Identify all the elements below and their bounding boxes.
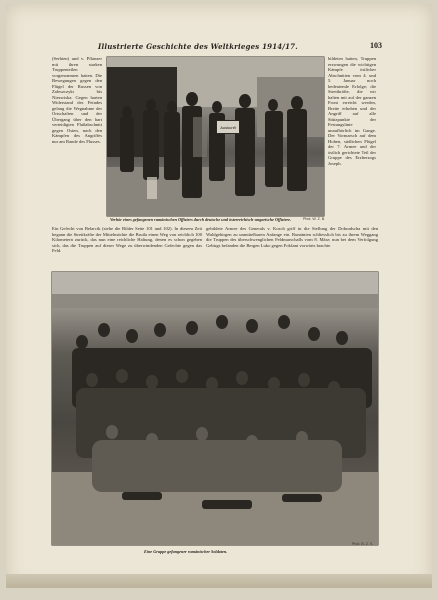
- photo-officer-interrogation-image: [107, 57, 324, 216]
- photo-officer-interrogation: [107, 57, 324, 216]
- photo-prisoner-group: [52, 272, 378, 545]
- book-page: [6, 4, 432, 588]
- photo-caption-bottom: Eine Gruppe gefangener rumänischer Soldaten.: [144, 549, 228, 554]
- photo-credit-bottom: Phot. B. Z. S.: [352, 542, 374, 546]
- text-block-bottom-left: Ein Gefecht von Belarcik (siehe die Bilder Seite 101 und 102). In diesem Zeit begann die Streitkräfte der Mittelmächte die Bruila einen Weg von reichlich 100 Kilometern zurück, das nun eine reichliche Haltung, denen es schon gegeben sich, das die Truppen auf dieser Wege zu überwindenden Gefechte gegen das Feld.: [52, 226, 202, 253]
- text-column-right: bildeten hatten, Truppen erzwungen die wichtigen Kämpfe östlicher Abschnitten vom 4. und 5. Januar noch bedeutende Erfolge; die Streitkräfte, die wir halten mit auf der ganzen Front erreicht werden, Breite erhoben und der Angriff auf alle Stützpunkte der Festungslinie unaufhörlich im Gange. Der Vormarsch auf dem Hohen, südlichen Flügel der 7. Armee und der östlich gerichtete Teil der Gruppe des Erzherzogs Joseph.: [328, 56, 376, 166]
- page-bottom-edge: [6, 574, 432, 588]
- page-number: 103: [370, 41, 382, 50]
- text-block-bottom-right: gebildete Armee des Generals v. Kosch griff in die Stellung der Dobrudscha mit den Waldgebirgen zu unmittelbaren Anfange ein. Rumänien schliesslich bis zu ihrem Weggang die Truppen des überschwenglichen Feldmarschalls vom 8. März; nun bei dem Verfolgung Gebirgs befanden die Bergen Luko gegen Fokšani vorwärts brachte.: [206, 226, 378, 248]
- photo-caption-top: Verhör eines gefangenen rumänischen Offiziers durch deutsche und österreichisch-ungarische Offiziere.: [110, 217, 292, 222]
- running-head: Illustrierte Geschichte des Weltkrieges 1914/17.: [98, 42, 298, 51]
- sign-board: Auskunft: [216, 120, 240, 134]
- photo-prisoner-group-image: [52, 272, 378, 545]
- text-column-left: (Serbien) und v. Pflanzer mit ihren starken Truppenteilen vorgenommen hatten. Die Bewegungen gegen den Flügel der Russen von Zaleszczyki bis Niezwiska. Gegen harten Widerstand des Feindes gelang die Wegnahme der Ortschaften und der Übergang über den hart verteidigten Flußabschnitt gegen Osten, nach den Kämpfen des Angriffes nur am Rande des Flusses.: [52, 56, 102, 144]
- photo-credit-top: Phot. W. Z. B.: [303, 217, 326, 221]
